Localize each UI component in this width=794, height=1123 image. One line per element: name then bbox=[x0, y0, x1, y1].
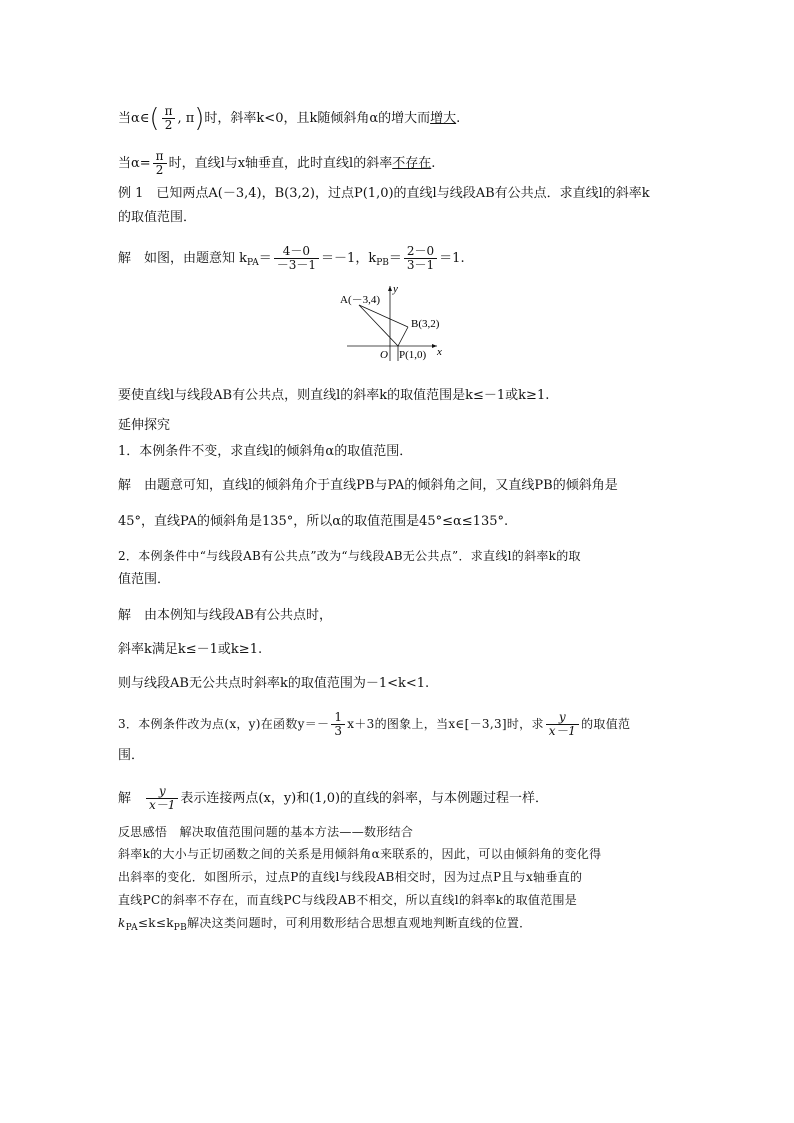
segment-ab bbox=[359, 305, 408, 327]
answer-2-line-3: 则与线段AB无公共点时斜率k的取值范围为－1<k<1. bbox=[118, 676, 430, 691]
reflection-line-2: 出斜率的变化．如图所示，过点P的直线l与线段AB相交时，因为过点P且与x轴垂直的 bbox=[118, 870, 583, 884]
question-2-line-2: 值范围． bbox=[118, 572, 171, 587]
extension-title: 延伸探究 bbox=[118, 418, 171, 433]
answer-1-line-2: 45°，直线PA的倾斜角是135°，所以α的取值范围是45°≤α≤135°. bbox=[118, 514, 509, 529]
point-b-label: B(3,2) bbox=[411, 318, 440, 330]
y-over-x-minus-1-fraction: $\frac{y}{x-1}$ bbox=[546, 711, 579, 738]
coordinate-figure bbox=[340, 283, 485, 363]
reflection-line-4: $k_{PA}\le k\le k_{PB}$解决这类问题时，可利用数形结合思想直观地判断直线的位置． bbox=[118, 916, 532, 933]
kpb-fraction: $\frac{2-0}{3-1}$ bbox=[404, 245, 437, 272]
left-paren: ( bbox=[149, 103, 160, 134]
reflection-line-3: 直线PC的斜率不存在，而直线PC与线段AB不相交，所以直线l的斜率k的取值范围是 bbox=[118, 893, 578, 907]
point-a-label: A(－3,4) bbox=[340, 294, 381, 306]
answer-3: 解 $\frac{y}{x-1}$ 表示连接两点(x，y)和(1,0)的直线的斜率，与本例题过程一样． bbox=[118, 784, 549, 812]
question-2-line-1: 2．本例条件中“与线段AB有公共点”改为“与线段AB无公共点”．求直线l的斜率k的取 bbox=[118, 549, 581, 563]
answer-2-line-2: 斜率k满足k≤－1或k≥1. bbox=[118, 642, 263, 657]
y-axis-arrow bbox=[388, 286, 392, 291]
vertical-line-statement: 当α= $\frac{\pi}{2}$ 时，直线l与x轴垂直，此时直线l的斜率不存在. bbox=[118, 149, 436, 177]
point-p-label: P(1,0) bbox=[399, 349, 427, 361]
pi-over-2-fraction: $\frac{\pi}{2}$ bbox=[162, 105, 176, 132]
one-third-fraction: $\frac{1}{3}$ bbox=[331, 711, 345, 738]
reflection-line-1: 斜率k的大小与正切函数之间的关系是用倾斜角α来联系的，因此，可以由倾斜角的变化得 bbox=[118, 847, 602, 861]
x-axis-label: x bbox=[437, 346, 442, 358]
question-1: 1．本例条件不变，求直线l的倾斜角α的取值范围． bbox=[118, 444, 413, 459]
y-over-x-minus-1-fraction: $\frac{y}{x-1}$ bbox=[146, 785, 178, 812]
reflection-title: 反思感悟 解决取值范围问题的基本方法——数形结合 bbox=[118, 825, 414, 839]
answer-2-line-1: 解 由本例知与线段AB有公共点时， bbox=[118, 608, 332, 623]
origin-label: O bbox=[380, 349, 388, 361]
conclusion-1: 要使直线l与线段AB有公共点，则直线l的斜率k的取值范围是k≤－1或k≥1. bbox=[118, 388, 550, 403]
question-3-line-1: 3．本例条件改为点(x，y)在函数y＝－ $\frac{1}{3}$ x＋3的图象上，当x∈[－3,3]时，求 $\frac{y}{x-1}$ 的取值范 bbox=[118, 710, 631, 738]
example-1-line-1: 例 1 已知两点A(－3,4)，B(3,2)，过点P(1,0)的直线l与线段AB有公共点．求直线l的斜率k bbox=[118, 186, 650, 201]
line-pa bbox=[359, 305, 398, 346]
pi-over-2-fraction: $\frac{\pi}{2}$ bbox=[153, 150, 167, 177]
line-pb bbox=[398, 327, 408, 346]
slope-increasing-statement: 当α∈( $\frac{\pi}{2}$ , π)时，斜率k<0，且k随倾斜角α的增大而增大. bbox=[118, 103, 461, 134]
solution-1-slopes: 解 如图，由题意知 $k_{PA}=$ $\frac{4-0}{-3-1}$ ＝－1，$k_{PB}=$ $\frac{2-0}{3-1}$ ＝1. bbox=[118, 244, 465, 272]
kpa-fraction: $\frac{4-0}{-3-1}$ bbox=[274, 245, 319, 272]
example-1-line-2: 的取值范围． bbox=[118, 210, 197, 225]
question-3-line-2: 围． bbox=[118, 748, 145, 763]
right-paren: ) bbox=[194, 103, 205, 134]
y-axis-label: y bbox=[393, 283, 398, 295]
answer-1-line-1: 解 由题意可知，直线l的倾斜角介于直线PB与PA的倾斜角之间，又直线PB的倾斜角是 bbox=[118, 478, 618, 493]
